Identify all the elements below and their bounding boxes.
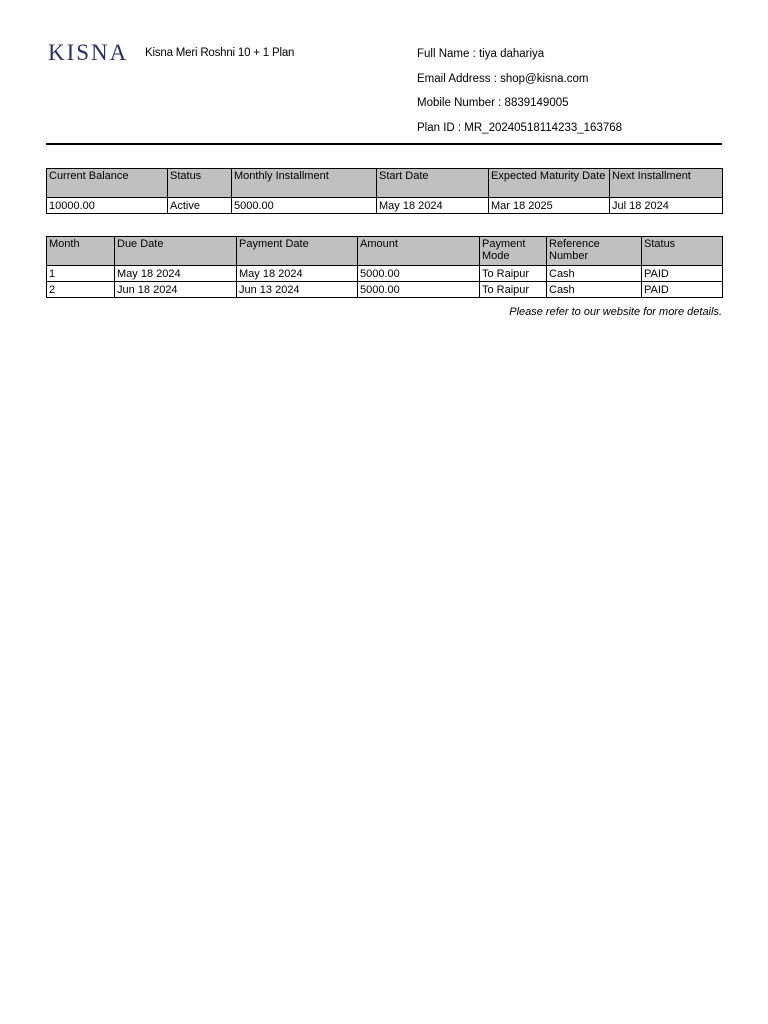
email-address: Email Address : shop@kisna.com [417, 72, 589, 85]
reference-cell: Cash [547, 282, 642, 298]
next-installment: Jul 18 2024 [610, 198, 723, 214]
summary-header-cell: Current Balance [47, 169, 168, 198]
payment-date-cell: May 18 2024 [237, 266, 358, 282]
payments-header-cell: Amount [358, 237, 480, 266]
footer-note: Please refer to our website for more details. [509, 306, 722, 318]
table-row [47, 266, 723, 282]
payments-header-row [47, 237, 723, 266]
status-cell: PAID [642, 266, 723, 282]
plan-title: Kisna Meri Roshni 10 + 1 Plan [145, 47, 295, 59]
month-cell: 1 [47, 266, 115, 282]
plan-id: Plan ID : MR_20240518114233_163768 [417, 122, 623, 135]
month-cell: 2 [47, 282, 115, 298]
monthly-installment: 5000.00 [232, 198, 377, 214]
payments-header-cell: Month [47, 237, 115, 266]
summary-row [47, 198, 723, 214]
payments-header-cell: Status [642, 237, 723, 266]
table-row [47, 282, 723, 298]
maturity-date: Mar 18 2025 [489, 198, 610, 214]
summary-header-cell: Start Date [377, 169, 489, 198]
customer-info [417, 46, 622, 145]
payments-header-cell: Payment Date [237, 237, 358, 266]
payments-header-cell: Reference Number [547, 237, 642, 266]
payments-header-cell: Payment Mode [480, 237, 547, 266]
payment-history-table [46, 236, 723, 298]
amount-cell: 5000.00 [358, 282, 480, 298]
amount-cell: 5000.00 [358, 266, 480, 282]
current-balance: 10000.00 [47, 198, 168, 214]
due-date-cell: May 18 2024 [115, 266, 237, 282]
summary-header-cell: Next Installment [610, 169, 723, 198]
summary-header-cell: Status [168, 169, 232, 198]
payment-date-cell: Jun 13 2024 [237, 282, 358, 298]
payment-mode-cell: To Raipur [480, 282, 547, 298]
plan-summary-table [46, 168, 723, 214]
full-name: Full Name : tiya dahariya [417, 48, 545, 60]
summary-header-cell: Monthly Installment [232, 169, 377, 198]
brand-logo: KISNA [48, 40, 129, 65]
start-date: May 18 2024 [377, 198, 489, 214]
summary-header-cell: Expected Maturity Date [489, 169, 610, 198]
summary-header-row [47, 169, 723, 198]
header-divider [46, 143, 722, 145]
reference-cell: Cash [547, 266, 642, 282]
due-date-cell: Jun 18 2024 [115, 282, 237, 298]
payment-mode-cell: To Raipur [480, 266, 547, 282]
payments-header-cell: Due Date [115, 237, 237, 266]
mobile-number: Mobile Number : 8839149005 [417, 97, 569, 110]
status-cell: PAID [642, 282, 723, 298]
plan-status: Active [168, 198, 232, 214]
